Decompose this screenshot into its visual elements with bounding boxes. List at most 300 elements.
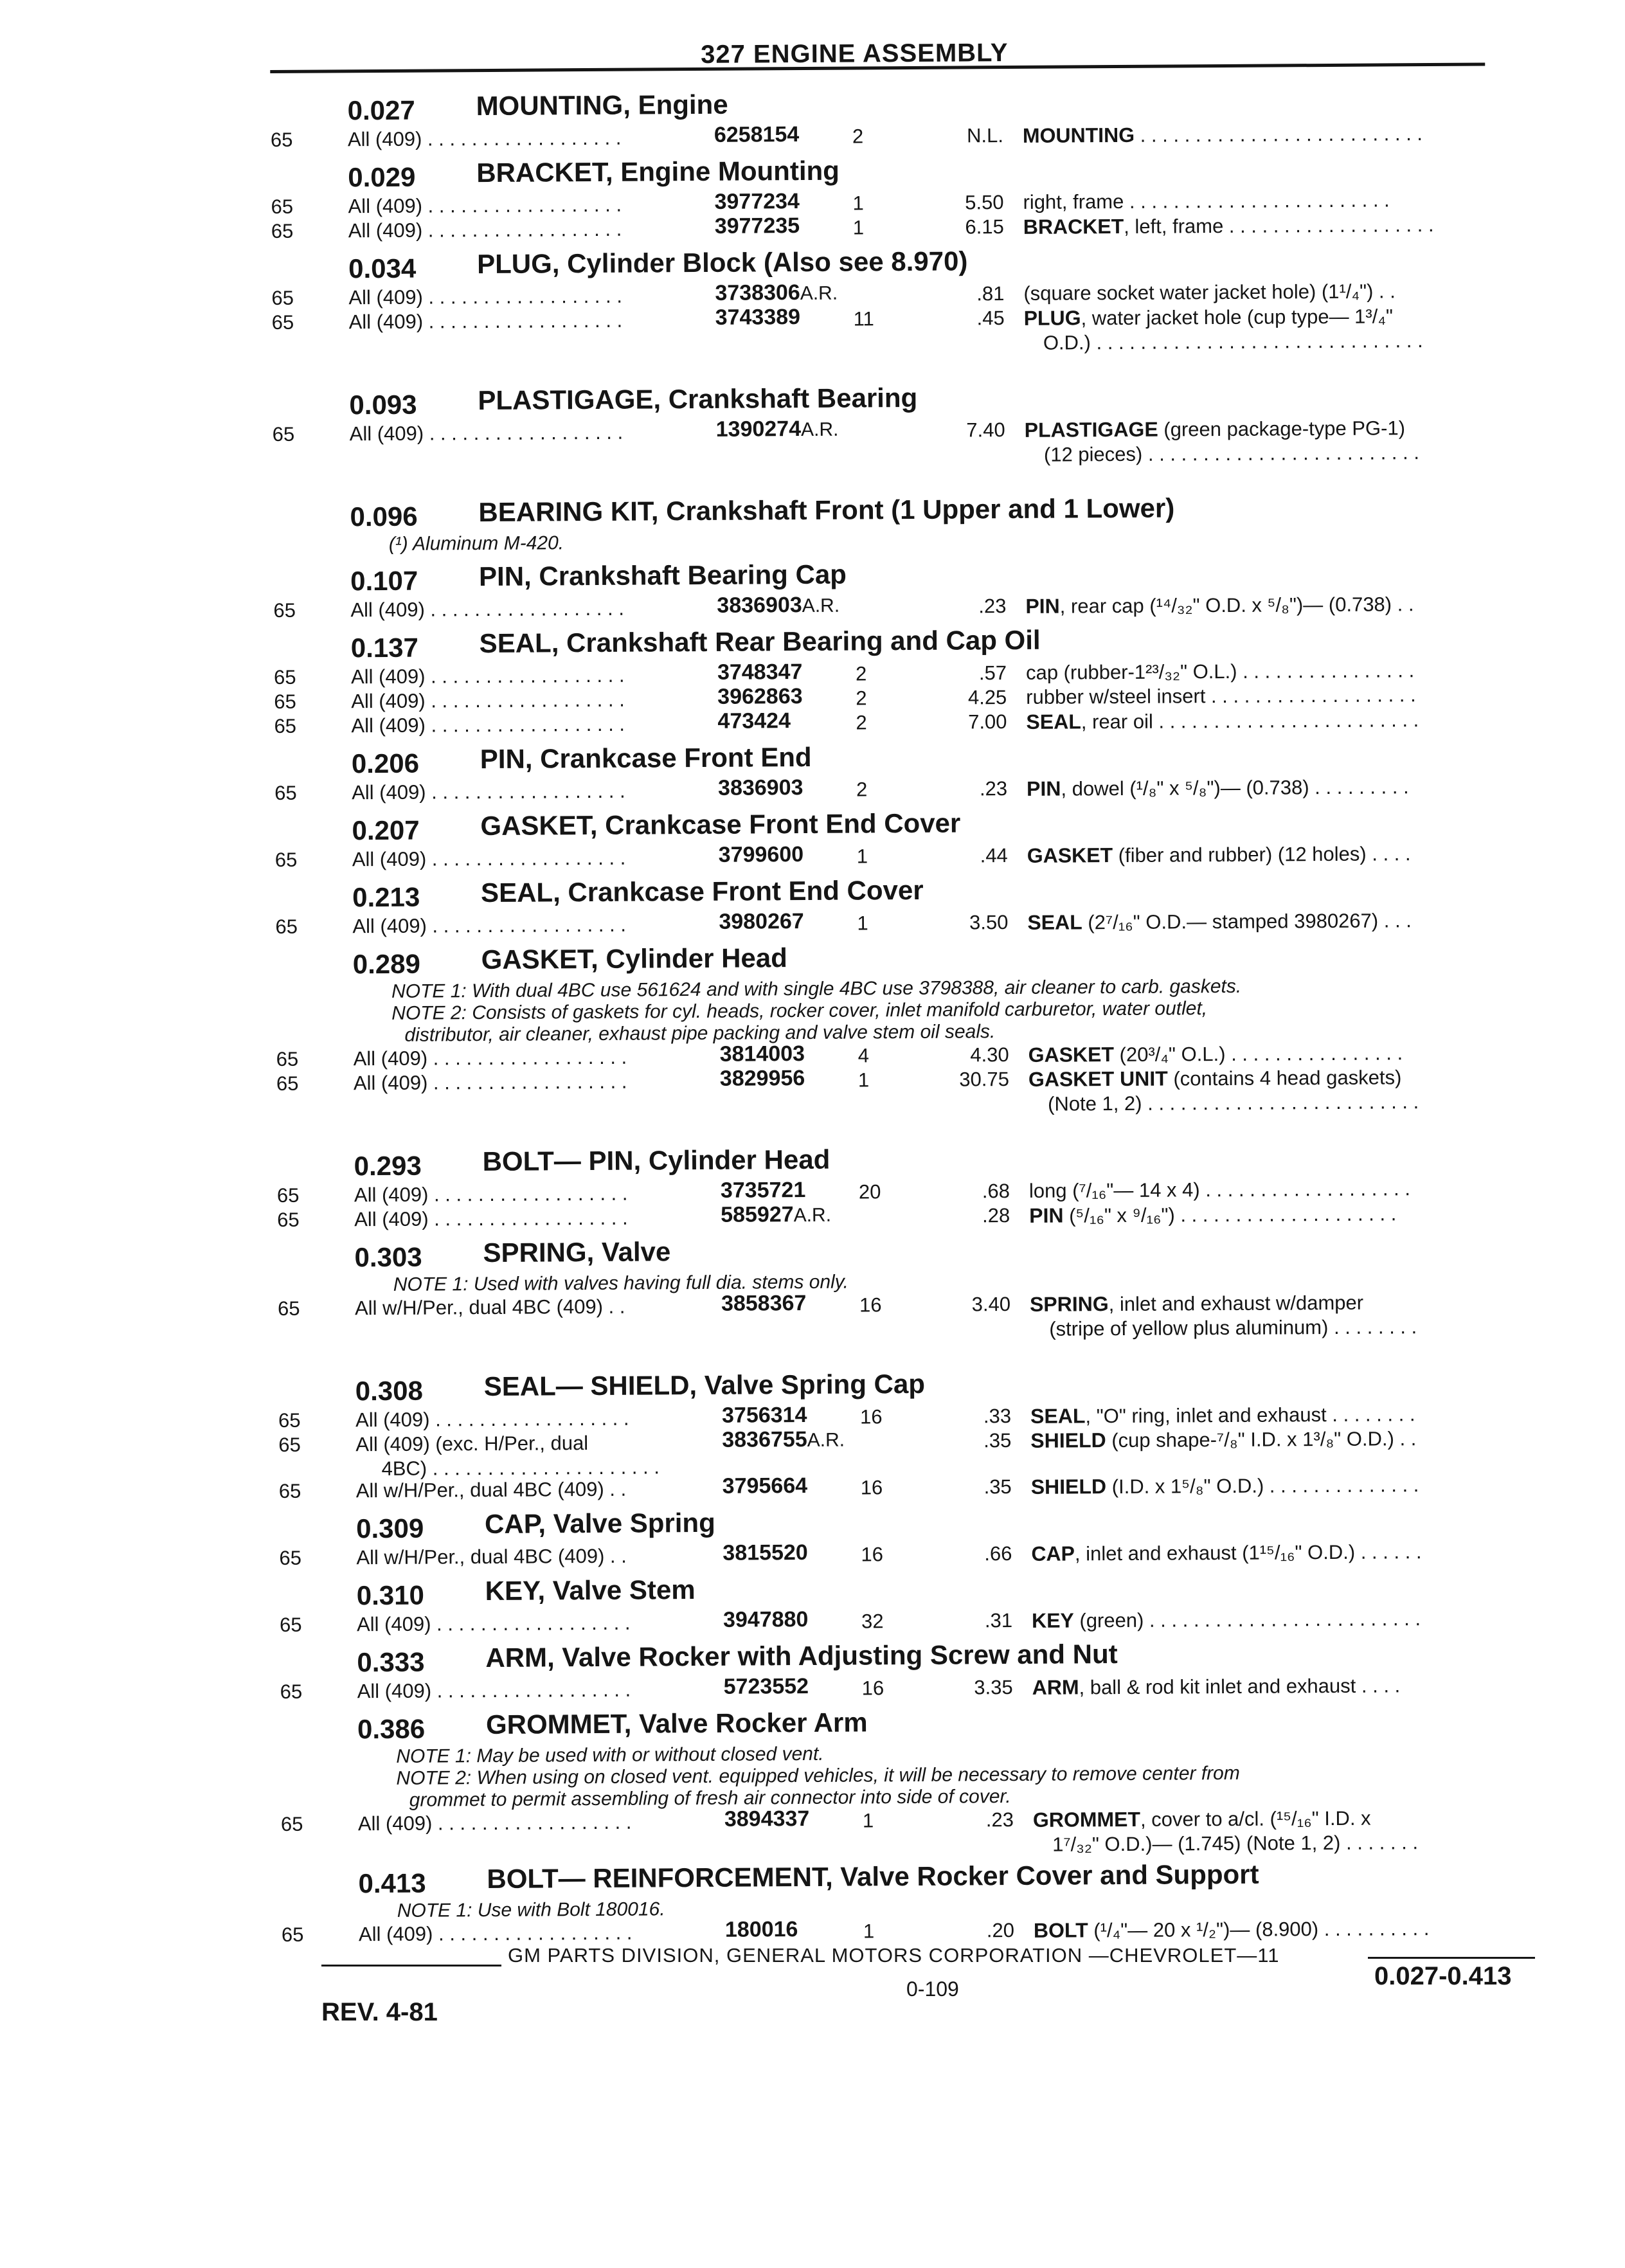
quantity: 32 (861, 1610, 884, 1633)
price: .23 (985, 1808, 1014, 1832)
part-number (719, 842, 804, 867)
section-title: BEARING KIT, Crankshaft Front (1 Upper and 1 Lower) (478, 492, 1175, 528)
part-section (274, 622, 1522, 739)
part-section (277, 1140, 1525, 1232)
model-year: 65 (271, 219, 294, 243)
section-number: 0.413 (358, 1868, 426, 1899)
part-number-value: 3743389 (715, 305, 801, 330)
part-row (272, 303, 1519, 357)
description-line (1027, 909, 1412, 934)
price: .35 (983, 1475, 1012, 1498)
section-title: SEAL— SHIELD, Valve Spring Cap (483, 1368, 926, 1402)
footer-publisher: GM PARTS DIVISION, GENERAL MOTORS CORPORATION —CHEVROLET—11 (508, 1944, 1280, 1967)
page-title: 327 ENGINE ASSEMBLY (700, 39, 1009, 69)
model-year: 65 (279, 1546, 301, 1569)
section-title: GASKET, Cylinder Head (481, 942, 787, 975)
description-line (1029, 1177, 1410, 1202)
price: 3.35 (974, 1676, 1013, 1699)
description (1027, 840, 1516, 869)
quantity: 4 (857, 1044, 870, 1067)
quantity: 2 (856, 711, 867, 734)
description-text: (20³/₄" O.L.) . . . . . . . . . . . . . . . . (1113, 1041, 1403, 1066)
price: 5.50 (965, 191, 1004, 214)
description-text: . . . . . . . . . . . . . . . . . . . . . . . . . . (1135, 122, 1423, 147)
application-text: All (409) . . . . . . . . . . . . . . . . . . (353, 1070, 627, 1095)
description-line (1025, 593, 1414, 618)
application (354, 1045, 714, 1071)
section-number: 0.206 (351, 748, 420, 779)
application-text: All (409) . . . . . . . . . . . . . . . . . . (355, 1407, 629, 1432)
quantity: 1 (852, 192, 864, 215)
application (348, 284, 708, 310)
description-text: rubber w/steel insert . . . . . . . . . . . . . . . . . . . (1026, 683, 1416, 708)
part-number-value: 5723552 (723, 1673, 809, 1699)
description-text: , rear cap (¹⁴/₃₂" O.D. x ⁵/₈")— (0.738) . . (1059, 593, 1414, 618)
description (1027, 907, 1516, 935)
model-year: 65 (271, 310, 294, 334)
description-keyword: PIN (1025, 594, 1060, 618)
description-keyword: PLUG (1023, 306, 1081, 330)
model-year: 65 (271, 286, 294, 310)
description (1030, 1425, 1519, 1454)
description-line (1032, 1674, 1401, 1698)
section-title: BRACKET, Engine Mounting (476, 155, 839, 188)
model-year: 65 (274, 848, 298, 872)
application-text-cont: 4BC) . . . . . . . . . . . . . . . . . . . . . (381, 1455, 660, 1480)
part-number-value: 3962863 (717, 683, 803, 709)
part-number (721, 1291, 807, 1316)
part-number (721, 1202, 831, 1228)
section-number: 0.137 (350, 632, 419, 663)
section-number: 0.333 (357, 1646, 425, 1678)
section-number: 0.027 (347, 94, 415, 126)
description-text: (cup shape-⁷/₈" I.D. x 1³/₈" O.D.) . . (1106, 1427, 1417, 1452)
part-number-value: 473424 (717, 708, 791, 734)
part-number-value: 1390274 (715, 417, 802, 442)
price: N.L. (966, 124, 1004, 147)
price: .45 (976, 307, 1005, 330)
part-number-value: 3799600 (718, 842, 804, 867)
description-text-cont: (Note 1, 2) . . . . . . . . . . . . . . . . . . . . . . . . . (1048, 1090, 1419, 1115)
description-text: (2⁷/₁₆" O.D.— stamped 3980267) . . . (1082, 909, 1412, 934)
description-keyword: GASKET (1028, 1043, 1115, 1066)
description-line (1023, 280, 1396, 305)
price: .23 (979, 777, 1008, 800)
description (1029, 1200, 1518, 1228)
price: .35 (983, 1429, 1012, 1452)
section-title: MOUNTING, Engine (476, 89, 728, 122)
part-section (272, 379, 1520, 469)
section-title: KEY, Valve Stem (485, 1574, 696, 1607)
price: 6.15 (965, 215, 1004, 239)
model-year: 65 (273, 665, 296, 689)
quantity: 2 (855, 662, 867, 685)
part-number (714, 122, 800, 147)
footer-range: 0.027-0.413 (1374, 1962, 1512, 1990)
application (351, 663, 711, 689)
section-title: GASKET, Crankcase Front End Cover (480, 807, 961, 842)
price: .68 (982, 1180, 1010, 1203)
part-section (280, 1636, 1527, 1704)
application-text: All (409) . . . . . . . . . . . . . . . . . . (357, 1810, 632, 1835)
price: 3.50 (969, 911, 1009, 934)
part-number-value: 3836903 (717, 775, 804, 800)
application (348, 217, 708, 243)
quantity: 1 (863, 1920, 875, 1943)
application-text: All w/H/Per., dual 4BC (409) . . (356, 1544, 627, 1569)
section-number: 0.034 (348, 253, 417, 284)
description (1034, 1915, 1522, 1943)
section-title: BOLT— REINFORCEMENT, Valve Rocker Cover and Support (487, 1859, 1259, 1895)
quantity: 2 (856, 687, 867, 710)
section-note: NOTE 2: When using on closed vent. equipped vehicles, it will be necessary to remove center from (396, 1762, 1240, 1789)
part-number (717, 708, 791, 734)
application (351, 712, 711, 738)
model-year: 65 (271, 195, 294, 219)
section-note: grommet to permit assembling of fresh air connector into side of cover. (409, 1786, 1011, 1811)
part-number-value: 180016 (724, 1917, 798, 1942)
part-number-value: 3795664 (722, 1473, 808, 1498)
part-number (716, 417, 839, 443)
section-number: 0.029 (348, 161, 416, 193)
part-number-value: 3815520 (723, 1540, 808, 1565)
description-text-cont: O.D.) . . . . . . . . . . . . . . . . . . . . . . . . . . . . . . (1043, 329, 1423, 354)
model-year: 65 (273, 598, 296, 622)
application-text: All (409) . . . . . . . . . . . . . . . . . . (348, 193, 622, 218)
price: .23 (978, 595, 1007, 618)
application (349, 308, 709, 334)
part-number-value: 3756314 (721, 1402, 807, 1428)
quantity: 16 (859, 1405, 883, 1428)
quantity: 16 (860, 1476, 883, 1499)
description (1026, 682, 1514, 710)
quantity: 16 (859, 1293, 882, 1317)
part-section (274, 737, 1522, 806)
description-text: , inlet and exhaust (1¹⁵/₁₆" O.D.) . . . . . . (1074, 1540, 1422, 1565)
quantity-as-required: A.R. (800, 282, 838, 305)
part-number-value: 3836755 (722, 1426, 807, 1452)
section-number: 0.289 (352, 948, 421, 980)
description-keyword: BRACKET (1023, 214, 1124, 239)
description-text: (contains 4 head gaskets) (1167, 1066, 1402, 1090)
part-number-value: 3947880 (723, 1607, 809, 1632)
price: .33 (983, 1405, 1012, 1428)
description-line (1027, 775, 1409, 800)
part-number (718, 775, 804, 800)
section-title: PIN, Crankshaft Bearing Cap (478, 559, 847, 592)
section-number: 0.308 (355, 1375, 424, 1407)
application-text: All (409) . . . . . . . . . . . . . . . . . . (347, 126, 622, 151)
part-row (273, 415, 1520, 469)
description-keyword: PLASTIGAGE (1024, 417, 1158, 442)
application-text: All (409) . . . . . . . . . . . . . . . . . . (351, 688, 625, 713)
description-text: right, frame . . . . . . . . . . . . . . . . . . . . . . . . (1023, 188, 1390, 213)
description (1028, 1040, 1517, 1068)
section-number: 0.213 (352, 881, 420, 913)
part-number (723, 1607, 809, 1632)
description-line (1027, 842, 1411, 867)
model-year: 65 (278, 1479, 301, 1502)
description (1031, 1538, 1520, 1567)
price: 30.75 (959, 1068, 1009, 1091)
description-text: (I.D. x 1⁵/₈" O.D.) . . . . . . . . . . . . . . (1106, 1473, 1419, 1498)
quantity: 1 (852, 216, 865, 239)
application (356, 1477, 716, 1503)
application (358, 1810, 718, 1836)
part-number (714, 189, 800, 214)
part-number (721, 1178, 806, 1203)
description-line (1026, 683, 1416, 708)
description-line (1029, 1202, 1396, 1227)
description-line (1032, 1607, 1421, 1632)
description (1023, 278, 1512, 306)
part-number-value: 6258154 (714, 122, 800, 147)
part-number (720, 1066, 805, 1091)
application (356, 1544, 716, 1570)
part-number-value: 3748347 (717, 659, 803, 685)
description-keyword: MOUNTING (1022, 123, 1135, 147)
application (348, 192, 708, 219)
price: 7.40 (966, 419, 1005, 442)
description (1025, 415, 1513, 467)
application-text: All (409) . . . . . . . . . . . . . . . . . . (354, 1206, 628, 1231)
description (1028, 1064, 1517, 1117)
description-text-cont: (12 pieces) . . . . . . . . . . . . . . . . . . . . . . . . . (1043, 441, 1420, 466)
part-number-value: 3977235 (714, 213, 800, 239)
part-row (278, 1289, 1525, 1343)
description-line (1028, 1041, 1403, 1066)
part-number-value: 3836903 (717, 593, 802, 618)
parts-listing (270, 78, 1529, 1947)
part-section (278, 1365, 1526, 1504)
model-year: 65 (277, 1208, 300, 1232)
part-section (281, 1857, 1529, 1947)
model-year: 65 (280, 1680, 303, 1703)
part-section (277, 1231, 1525, 1343)
part-number (723, 1540, 808, 1565)
application (357, 1610, 717, 1637)
description-keyword: GROMMET (1032, 1807, 1141, 1832)
description-line (1030, 1292, 1363, 1316)
section-title: CAP, Valve Spring (484, 1507, 715, 1540)
description-text: (fiber and rubber) (12 holes) . . . . (1112, 842, 1411, 867)
footer-page-number: 0-109 (906, 1977, 959, 2001)
quantity: 1 (862, 1809, 874, 1832)
description-text: , inlet and exhaust w/damper (1108, 1291, 1364, 1316)
part-number (717, 660, 803, 685)
price: 3.40 (971, 1293, 1011, 1316)
section-title: SEAL, Crankshaft Rear Bearing and Cap Oil (479, 624, 1041, 659)
part-section (271, 242, 1519, 357)
price: .28 (982, 1204, 1010, 1227)
section-note: NOTE 1: May be used with or without closed vent. (396, 1743, 824, 1767)
model-year: 65 (279, 1613, 302, 1636)
application-text: All (409) . . . . . . . . . . . . . . . . . . (348, 284, 623, 309)
description-text: , dowel (¹/₈" x ⁵/₈")— (0.738) . . . . . . . . . (1061, 775, 1409, 800)
application-text: All (409) . . . . . . . . . . . . . . . . . . (352, 913, 627, 938)
description-text: , rear oil . . . . . . . . . . . . . . . . . . . . . . . . (1081, 708, 1419, 734)
description-text: , cover to a/cl. (¹⁵/₁₆" I.D. x (1140, 1806, 1371, 1831)
application (350, 596, 710, 622)
section-number: 0.309 (355, 1513, 424, 1544)
description (1025, 591, 1514, 619)
section-note: (¹) Aluminum M-420. (388, 532, 564, 555)
section-title: PLUG, Cylinder Block (Also see 8.970) (476, 246, 968, 280)
part-number (715, 305, 801, 330)
section-number: 0.310 (356, 1580, 425, 1611)
application-text: All (409) . . . . . . . . . . . . . . . . . . (357, 1678, 631, 1703)
description-text: cap (rubber-1²³/₃₂" O.L.) . . . . . . . . . . . . . . . . (1025, 659, 1415, 684)
section-title: SPRING, Valve (483, 1236, 671, 1268)
application (350, 420, 710, 446)
application-text: All (409) (exc. H/Per., dual (355, 1432, 589, 1456)
description-text: , water jacket hole (cup type— 1³/₄" (1081, 305, 1394, 330)
application-text: All (409) . . . . . . . . . . . . . . . . . . (352, 779, 625, 804)
part-number (715, 280, 838, 307)
description (1032, 1672, 1521, 1700)
part-number (725, 1917, 798, 1942)
part-section (274, 804, 1522, 872)
description-line (1024, 305, 1394, 330)
quantity: 20 (858, 1180, 881, 1203)
description-text: , left, frame . . . . . . . . . . . . . . . . . . . (1124, 213, 1434, 238)
application-text: All (409) . . . . . . . . . . . . . . . . . . (349, 420, 624, 446)
model-year: 65 (276, 1072, 299, 1095)
part-number-value: 3858367 (721, 1290, 807, 1316)
price: .20 (986, 1919, 1015, 1942)
description-line (1033, 1807, 1371, 1832)
quantity: 16 (861, 1677, 884, 1700)
application-text: All (409) . . . . . . . . . . . . . . . . . . (348, 217, 622, 242)
description-text-cont: 1⁷/₃₂" O.D.)— (1.745) (Note 1, 2) . . . . . . . (1052, 1831, 1419, 1856)
part-row (281, 1805, 1528, 1859)
quantity: 2 (856, 778, 868, 801)
quantity-as-required: A.R. (800, 419, 839, 441)
price: 4.25 (967, 686, 1007, 709)
part-section (279, 1502, 1527, 1571)
part-number (724, 1674, 809, 1699)
quantity: 16 (861, 1543, 883, 1566)
part-section (273, 491, 1520, 556)
section-header (276, 938, 1523, 982)
model-year: 65 (274, 781, 297, 805)
description-line (1030, 1403, 1415, 1428)
application-text: All w/H/Per., dual 4BC (409) . . (355, 1477, 627, 1502)
price: .81 (976, 282, 1005, 305)
price: .31 (984, 1609, 1013, 1632)
application-text: All (409) . . . . . . . . . . . . . . . . . . (356, 1611, 631, 1636)
part-section (275, 871, 1523, 939)
part-section (276, 938, 1524, 1118)
part-number-value: 3738306 (715, 280, 800, 305)
model-year: 65 (281, 1923, 304, 1946)
part-number-value: 3894337 (724, 1806, 810, 1832)
part-number (723, 1473, 808, 1498)
model-year: 65 (276, 1184, 300, 1207)
application (354, 1069, 714, 1095)
description-text: (green package-type PG-1) (1158, 417, 1406, 441)
description (1026, 658, 1514, 685)
application (352, 779, 712, 805)
description-keyword: KEY (1031, 1608, 1074, 1632)
quantity-as-required: A.R. (793, 1204, 832, 1227)
part-number (717, 684, 803, 709)
model-year: 65 (277, 1297, 300, 1320)
description-line (1031, 1473, 1419, 1498)
part-number-value: 3980267 (719, 908, 804, 934)
description (1030, 1289, 1518, 1342)
section-note: NOTE 1: With dual 4BC use 561624 and with single 4BC use 3798388, air cleaner to carb. gaskets. (391, 975, 1242, 1002)
description (1023, 187, 1511, 215)
part-number-value: 3814003 (719, 1041, 805, 1066)
part-number-value: 3829956 (719, 1065, 805, 1091)
application (351, 687, 711, 714)
application (359, 1920, 719, 1947)
quantity: 11 (853, 307, 874, 330)
description-keyword: SEAL (1026, 710, 1081, 734)
part-row (276, 1064, 1523, 1118)
description-keyword: PIN (1027, 777, 1061, 800)
model-year: 65 (278, 1433, 301, 1456)
description-keyword: SHIELD (1030, 1428, 1106, 1452)
description-text: long (⁷/₁₆"— 14 x 4) . . . . . . . . . . . . . . . . . . . (1028, 1177, 1411, 1202)
quantity: 1 (856, 845, 868, 868)
description (1024, 303, 1513, 356)
part-section (280, 1569, 1527, 1637)
model-year: 65 (280, 1812, 303, 1835)
section-header (281, 1857, 1528, 1901)
description-keyword: SEAL (1027, 910, 1082, 934)
application-text: All (409) . . . . . . . . . . . . . . . . . . (353, 1045, 627, 1070)
price: .66 (984, 1542, 1012, 1565)
quantity-as-required: A.R. (802, 595, 840, 616)
part-section (271, 151, 1518, 244)
price: .44 (980, 844, 1008, 867)
application-text: All (409) . . . . . . . . . . . . . . . . . . (352, 846, 626, 871)
application (354, 1181, 714, 1207)
part-number (722, 1403, 807, 1428)
description (1027, 773, 1515, 802)
application (352, 845, 712, 872)
part-row (278, 1425, 1525, 1479)
description-keyword: GASKET UNIT (1028, 1066, 1168, 1091)
description-line (1023, 188, 1389, 213)
section-number: 0.386 (357, 1713, 426, 1745)
description-text: (green) . . . . . . . . . . . . . . . . . . . . . . . . . (1073, 1607, 1421, 1632)
description-keyword: BOLT (1033, 1918, 1088, 1942)
part-number (715, 213, 800, 239)
section-number: 0.293 (354, 1150, 422, 1182)
section-title: BOLT— PIN, Cylinder Head (482, 1144, 830, 1177)
application-text: All (409) . . . . . . . . . . . . . . . . . . (350, 663, 625, 688)
section-note: distributor, air cleaner, exhaust pipe packing and valve stem oil seals. (404, 1021, 996, 1046)
part-number-value: 3735721 (720, 1177, 806, 1203)
part-number-value: 585927 (721, 1202, 794, 1227)
section-number: 0.107 (350, 565, 418, 597)
description-keyword: GASKET (1027, 843, 1113, 867)
section-title: ARM, Valve Rocker with Adjusting Screw and Nut (485, 1639, 1118, 1673)
description-line (1023, 213, 1434, 239)
part-number (717, 593, 839, 619)
section-number: 0.093 (349, 389, 417, 420)
description-line (1034, 1917, 1430, 1942)
description (1023, 120, 1511, 148)
description-text: (square socket water jacket hole) (1¹/₄") . . (1023, 280, 1396, 305)
section-number: 0.303 (354, 1241, 422, 1273)
price: 7.00 (968, 710, 1007, 734)
description (1030, 1401, 1519, 1429)
section-note: NOTE 1: Used with valves having full dia. stems only. (393, 1271, 848, 1295)
